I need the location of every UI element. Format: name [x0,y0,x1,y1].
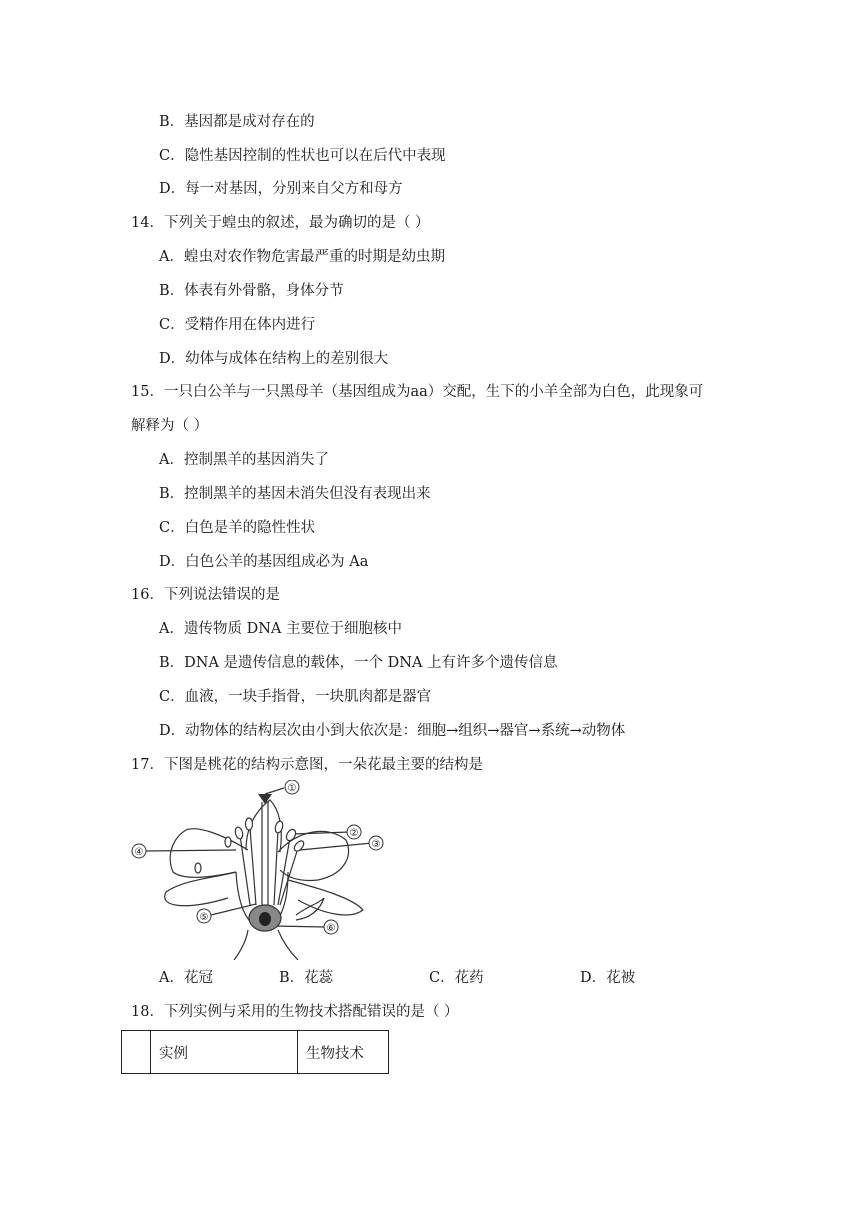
table-header-cell-blank [122,1031,151,1074]
figure-label-6: ⑥ [326,923,336,934]
q15-stem-line1: 15．一只白公羊与一只黑母羊（基因组成为aa）交配，生下的小羊全部为白色，此现象可 [131,384,704,400]
stem-left [234,930,248,960]
figure-label-2: ② [349,828,359,839]
anther [195,863,201,873]
q13-option-b: B．基因都是成对存在的 [159,114,315,130]
anther [292,839,305,853]
leader-4 [146,850,236,851]
q17-stem: 17．下图是桃花的结构示意图，一朵花最主要的结构是 [131,757,483,773]
peach-flower-diagram [128,780,390,960]
q14-option-a: A．蝗虫对农作物危害最严重的时期是幼虫期 [159,249,445,265]
q18-stem: 18．下列实例与采用的生物技术搭配错误的是（ ） [131,1004,459,1020]
q16-option-d: D．动物体的结构层次由小到大依次是：细胞→组织→器官→系统→动物体 [159,723,626,739]
leader-5 [211,904,256,915]
q15-option-a: A．控制黑羊的基因消失了 [159,452,329,468]
q16-stem: 16．下列说法错误的是 [131,587,280,603]
anther [285,828,298,842]
figure-label-3: ③ [371,839,381,850]
anther [274,820,284,833]
leader-2 [292,832,350,834]
q18-table [121,1030,389,1074]
q15-option-b: B．控制黑羊的基因未消失但没有表现出来 [159,486,431,502]
q13-option-c: C．隐性基因控制的性状也可以在后代中表现 [159,148,446,164]
q17-choice-c: C．花药 [429,970,484,986]
filament [274,830,278,905]
anther [225,837,231,847]
q14-option-b: B．体表有外骨骼，身体分节 [159,283,344,299]
table-header-cell-technology: 生物技术 [298,1031,389,1074]
q14-option-c: C．受精作用在体内进行 [159,317,316,333]
q17-choice-a: A．花冠 [159,970,213,986]
lower-right-petal [288,880,363,915]
q15-option-c: C．白色是羊的隐性性状 [159,520,316,536]
q13-option-d: D．每一对基因，分别来自父方和母方 [159,181,403,197]
figure-label-4: ④ [134,847,144,858]
q15-stem-line2: 解释为（ ） [131,418,209,434]
filament [278,838,290,905]
q17-choice-d: D．花被 [580,970,636,986]
q15-option-d: D．白色公羊的基因组成必为 Aa [159,554,369,570]
ovule [259,912,271,926]
q16-option-b: B．DNA 是遗传信息的载体，一个 DNA 上有许多个遗传信息 [159,655,558,671]
stigma [258,794,272,804]
anther [246,818,253,830]
q17-choice-b: B．花蕊 [279,970,334,986]
q16-option-c: C．血液，一块手指骨，一块肌肉都是器官 [159,689,432,705]
q16-option-a: A．遗传物质 DNA 主要位于细胞核中 [159,621,402,637]
figure-label-1: ① [287,783,297,794]
filament [240,835,250,905]
leader-1 [265,788,284,794]
anther [234,826,244,839]
filament [250,828,256,905]
figure-label-5: ⑤ [199,912,209,923]
leader-3 [300,843,372,850]
q14-stem: 14．下列关于蝗虫的叙述，最为确切的是（ ） [131,215,430,231]
leader-6 [274,926,325,927]
table-header-row [122,1031,389,1074]
q14-option-d: D．幼体与成体在结构上的差别很大 [159,351,389,367]
stem-right [278,930,298,960]
table-header-cell-example: 实例 [151,1031,298,1074]
